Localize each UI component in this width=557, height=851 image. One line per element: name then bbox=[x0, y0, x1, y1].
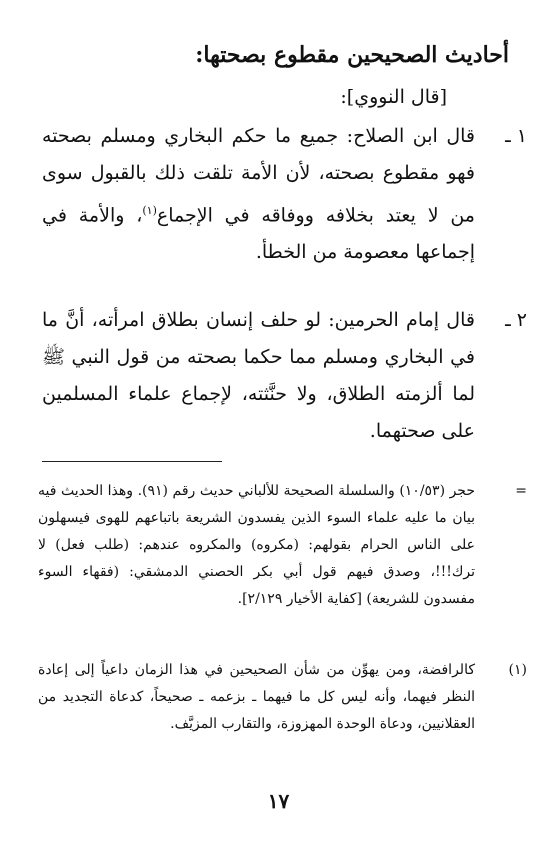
footnote-divider bbox=[42, 461, 222, 462]
page-number: ١٧ bbox=[267, 789, 290, 813]
footnote-1 bbox=[38, 657, 527, 738]
list-item-2 bbox=[42, 302, 527, 450]
item-number-1: ١ ـ bbox=[505, 125, 527, 147]
footnote-1-mark: (١) bbox=[508, 662, 527, 678]
list-item-1 bbox=[42, 118, 527, 271]
footnote-reference-1: (١) bbox=[142, 204, 157, 217]
item-number-2: ٢ ـ bbox=[505, 309, 527, 331]
footnote-continuation-text: حجر (١٠/٥٣) والسلسلة الصحيحة للألباني حديث رقم (٩١). وهذا الحديث فيه بيان ما عليه علماء السوء الذين يفسدون الشريعة باتباعهم للهوى فيسهلون على الناس الحرام بقولهم: (مكروه) والمكروه عندهم: (طلب فعل) لا ترك!!!، وصدق فيهم قول أبي بكر الحصني الدمشقي: (فقهاء السوء مفسدون للشريعة) [كفاية الأخيار ٢/١٢٩]. bbox=[38, 483, 475, 607]
item-text-1-part-b: ، والأمة في إجماعها معصومة من الخطأ. bbox=[42, 204, 475, 264]
item-text-2: قال إمام الحرمين: لو حلف إنسان بطلاق امرأته، أنَّ ما في البخاري ومسلم مما حكما بصحته من قول النبي ﷺ لما ألزمته الطلاق، ولا حنَّثته، لإجماع علماء المسلمين على صحتهما. bbox=[42, 309, 475, 442]
footnote-continuation bbox=[38, 478, 527, 613]
item-text-1 bbox=[42, 118, 475, 271]
section-subheading: [قال النووي]: bbox=[340, 86, 447, 108]
item-text-1-part-a: قال ابن الصلاح: جميع ما حكم البخاري ومسلم بصحته فهو مقطوع بصحته، لأن الأمة تلقت ذلك بالقبول سوى من لا يعتد بخلافه ووفاقه في الإجماع bbox=[42, 125, 475, 227]
section-heading: أحاديث الصحيحين مقطوع بصحتها: bbox=[195, 42, 509, 68]
footnote-1-text: كالرافضة، ومن يهوِّن من شأن الصحيحين في هذا الزمان داعياً إلى إعادة النظر فيهما، وأنه ليس كل ما فيهما ـ بزعمه ـ صحيحاً، كدعاة التجديد من العقلانيين، ودعاة الوحدة المهزوزة، والتقارب المزيَّف. bbox=[38, 662, 475, 732]
footnote-continuation-mark: = bbox=[515, 483, 527, 499]
